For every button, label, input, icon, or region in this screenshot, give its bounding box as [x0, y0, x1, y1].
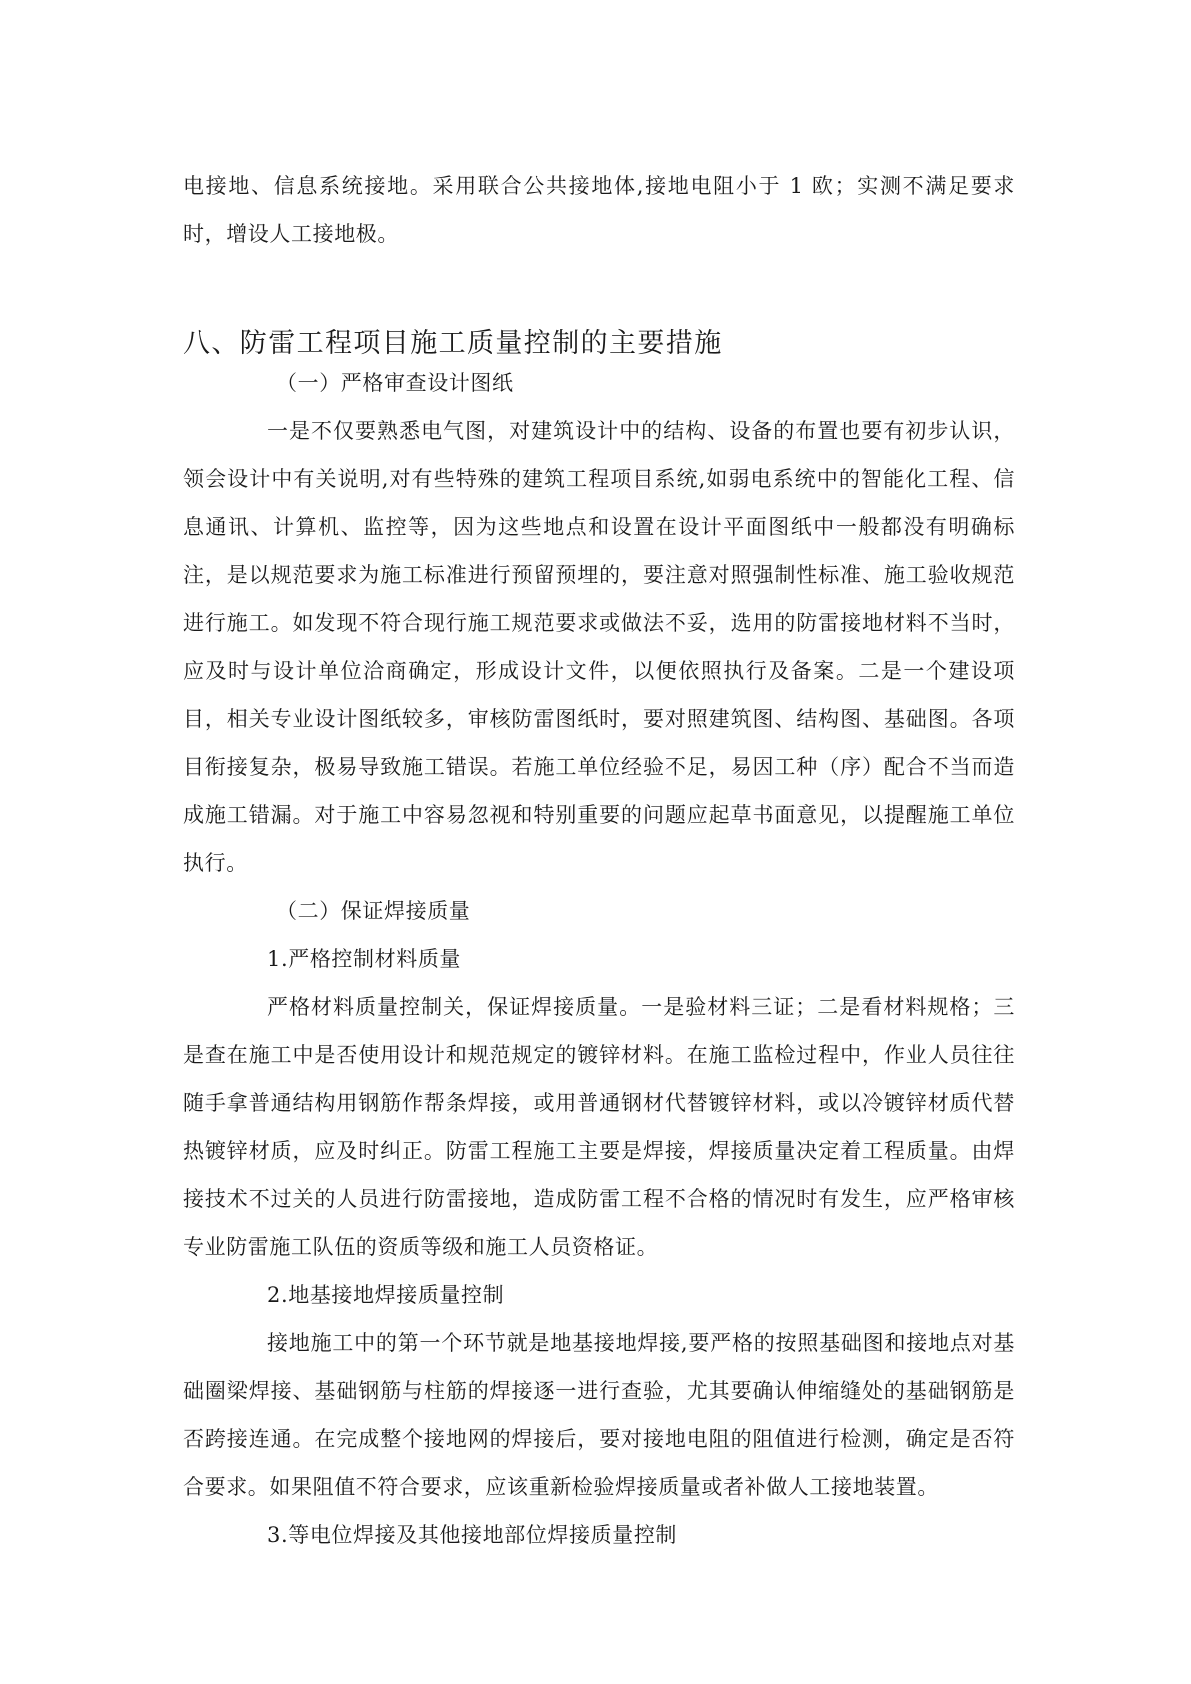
item-1-paragraph: 严格材料质量控制关，保证焊接质量。一是验材料三证；二是看材料规格；三是查在施工中是否使用设计和规范规定的镀锌材料。在施工监检过程中，作业人员往往随手拿普通结构用钢筋作帮条焊接，或用普通钢材代替镀锌材料，或以冷镀锌材质代替热镀锌材质，应及时纠正。防雷工程施工主要是焊接，焊接质量决定着工程质量。由焊接技术不过关的人员进行防雷接地，造成防雷工程不合格的情况时有发生，应严格审核专业防雷施工队伍的资质等级和施工人员资格证。 [183, 995, 1015, 1259]
item-3-title: 3.等电位焊接及其他接地部位焊接质量控制 [267, 1523, 678, 1547]
subsection-2-title: （二）保证焊接质量 [276, 899, 471, 923]
intro-paragraph: 电接地、信息系统接地。采用联合公共接地体,接地电阻小于 1 欧；实测不满足要求时，增设人工接地极。 [183, 174, 1015, 246]
subsection-1-title: （一）严格审查设计图纸 [276, 371, 514, 395]
item-2-paragraph: 接地施工中的第一个环节就是地基接地焊接,要严格的按照基础图和接地点对基础圈梁焊接、基础钢筋与柱筋的焊接逐一进行查验，尤其要确认伸缩缝处的基础钢筋是否跨接连通。在完成整个接地网的焊接后，要对接地电阻的阻值进行检测，确定是否符合要求。如果阻值不符合要求，应该重新检验焊接质量或者补做人工接地装置。 [183, 1331, 1015, 1499]
section-heading: 八、防雷工程项目施工质量控制的主要措施 [183, 328, 723, 359]
body-block [183, 359, 1015, 1559]
item-2-title: 2.地基接地焊接质量控制 [267, 1283, 505, 1307]
item-1-title: 1.严格控制材料质量 [267, 947, 462, 971]
intro-block [183, 162, 1015, 258]
subsection-1-paragraph: 一是不仅要熟悉电气图，对建筑设计中的结构、设备的布置也要有初步认识，领会设计中有关说明,对有些特殊的建筑工程项目系统,如弱电系统中的智能化工程、信息通讯、计算机、监控等，因为这些地点和设置在设计平面图纸中一般都没有明确标注，是以规范要求为施工标准进行预留预埋的，要注意对照强制性标准、施工验收规范进行施工。如发现不符合现行施工规范要求或做法不妥，选用的防雷接地材料不当时，应及时与设计单位洽商确定，形成设计文件，以便依照执行及备案。二是一个建设项目，相关专业设计图纸较多，审核防雷图纸时，要对照建筑图、结构图、基础图。各项目衔接复杂，极易导致施工错误。若施工单位经验不足，易因工种（序）配合不当而造成施工错漏。对于施工中容易忽视和特别重要的问题应起草书面意见，以提醒施工单位执行。 [183, 419, 1015, 875]
